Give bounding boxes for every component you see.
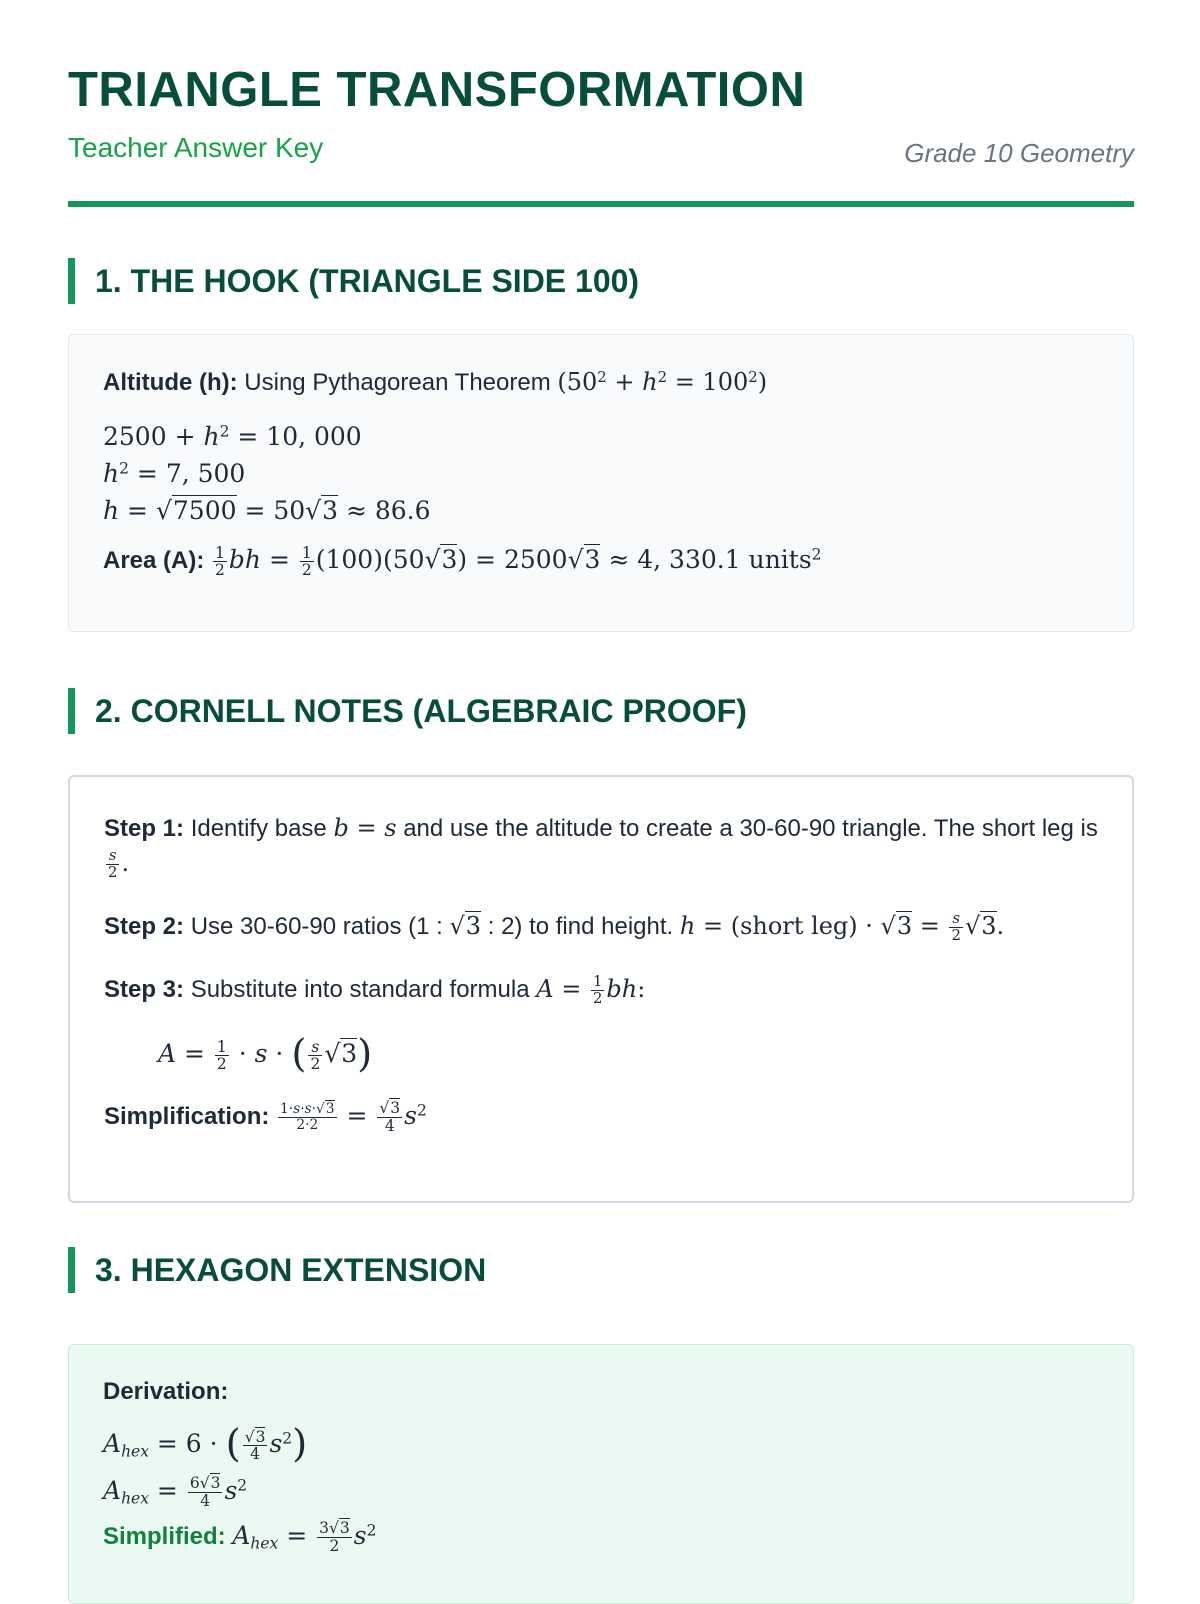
- area-line: Area (A): $\frac{1}{2}$ bh = $\frac{1}{2}$ (100)(50√3) = 2500√3 ≈ 4, 330.1 units$^2$: [103, 543, 822, 579]
- page-title: TRIANGLE TRANSFORMATION: [68, 63, 806, 117]
- step-2-label: Step 2:: [104, 913, 185, 940]
- area-units: units: [748, 545, 812, 574]
- section-1-title: 1. THE HOOK (TRIANGLE SIDE 100): [68, 258, 639, 304]
- section-3-title: 3. HEXAGON EXTENSION: [68, 1247, 486, 1293]
- step-1: Step 1: Identify base b = s and use the altitude to create a 30-60-90 triangle. The short leg is $\frac{s}{2}$ .: [104, 814, 1098, 881]
- hexagon-equation: $A_{hex} = 6$ · ( $\frac{√3}{4}$ $s^2$): [103, 1421, 308, 1467]
- altitude-text: Using Pythagorean Theorem: [244, 369, 551, 396]
- step-1-text-cont: and use the altitude to create a 30-60-90 triangle. The short leg is: [403, 815, 1098, 842]
- equation-line: $h^2 = 7$, 500: [103, 459, 246, 488]
- short-leg-text: short leg: [740, 912, 849, 940]
- step-3-text: Substitute into standard formula: [190, 976, 530, 1003]
- cornell-notes-box: [68, 775, 1134, 1203]
- hexagon-box: [68, 1344, 1134, 1604]
- equation-line: $2500 + h^2 = 10$, 000: [103, 422, 362, 451]
- simplified-label: Simplified:: [103, 1522, 226, 1550]
- altitude-label: Altitude (h):: [103, 369, 238, 396]
- equation-line: h = √7500 = 50√3 ≈ 86.6: [103, 496, 431, 525]
- step-1-text: Identify base: [190, 815, 327, 842]
- simplification-line: Simplification: $\frac{1\cdot s\cdot s\cdot√3}{2\cdot 2}$ = $\frac{√3}{4}$ $s^2$: [104, 1099, 427, 1135]
- hook-box: [68, 334, 1134, 632]
- area-label: Area (A):: [103, 547, 205, 574]
- altitude-line: Altitude (h): Using Pythagorean Theorem $(50^2 + h^2 = 100^2)$: [103, 367, 768, 396]
- step-2-text-cont: : 2) to find height.: [487, 913, 674, 940]
- header-divider: [68, 201, 1134, 207]
- page-subtitle: Teacher Answer Key: [68, 132, 324, 163]
- hexagon-equation: $A_{hex}$ = $\frac{6√3}{4}$ $s^2$: [103, 1474, 248, 1510]
- step-3-label: Step 3:: [104, 976, 185, 1003]
- step-2-text: Use 30-60-90 ratios (1 :: [190, 913, 443, 940]
- page-header: [68, 62, 1134, 168]
- step-1-label: Step 1:: [104, 815, 185, 842]
- grade-label: Grade 10 Geometry: [904, 138, 1134, 168]
- simplification-label: Simplification:: [104, 1102, 270, 1130]
- simplified-line: Simplified: $A_{hex}$ = $\frac{3√3}{2}$ $s^2$: [103, 1519, 377, 1555]
- step-2: Step 2: Use 30-60-90 ratios (1 : √3 : 2) to find height. h = (short leg) · √3 = $\frac{s}{2}$ √3.: [104, 909, 1005, 944]
- derivation-label: Derivation:: [103, 1378, 229, 1405]
- step-3-equation: A = $\frac{1}{2}$ · s · ( $\frac{s}{2}$ √3): [158, 1031, 373, 1077]
- section-2-title: 2. CORNELL NOTES (ALGEBRAIC PROOF): [68, 688, 747, 734]
- step-3: Step 3: Substitute into standard formula A = $\frac{1}{2}$ bh:: [104, 972, 646, 1007]
